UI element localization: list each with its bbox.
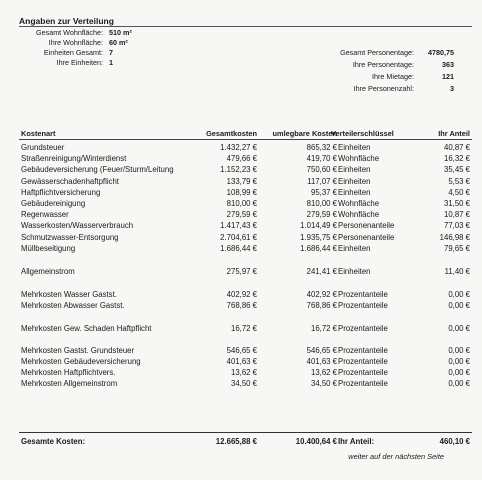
table-row [0, 177, 482, 188]
grand-total-cost: 12.665,88 € [215, 437, 257, 446]
total-cost-cell: 546,65 € [226, 346, 257, 355]
allocable-cost-cell: 750,60 € [306, 165, 337, 174]
info-value: 1 [109, 58, 113, 67]
total-cost-cell: 34,50 € [230, 379, 257, 388]
page-title: Angaben zur Verteilung [19, 16, 114, 26]
table-row [0, 221, 482, 232]
share-cell: 10,87 € [443, 210, 470, 219]
key-cell: Prozentanteile [338, 379, 388, 388]
key-cell: Wohnfläche [338, 210, 380, 219]
key-cell: Personenanteile [338, 221, 395, 230]
total-cost-cell: 2.704,61 € [220, 233, 257, 242]
table-row [0, 188, 482, 199]
cost-type-cell: Straßenreinigung/Winterdienst [21, 154, 127, 163]
cost-type-cell: Grundsteuer [21, 143, 65, 152]
table-row [0, 199, 482, 210]
info-your-units [19, 58, 139, 68]
cost-type-cell: Mehrkosten Wasser Gastst. [21, 290, 117, 299]
total-cost-cell: 13,62 € [230, 368, 257, 377]
table-row [0, 379, 482, 390]
table-row [0, 290, 482, 301]
allocable-cost-cell: 13,62 € [310, 368, 337, 377]
info-label: Gesamt Personentage: [340, 48, 414, 57]
info-value: 7 [109, 48, 113, 57]
share-cell: 5,53 € [448, 177, 470, 186]
cost-type-cell: Mehrkosten Abwasser Gastst. [21, 301, 125, 310]
total-cost-cell: 1.152,23 € [220, 165, 257, 174]
table-row [0, 154, 482, 165]
total-cost-cell: 1.686,44 € [220, 244, 257, 253]
allocable-cost-cell: 95,37 € [310, 188, 337, 197]
cost-type-cell: Schmutzwasser-Entsorgung [21, 233, 119, 242]
key-cell: Prozentanteile [338, 346, 388, 355]
share-cell: 40,87 € [443, 143, 470, 152]
col-header-total: Gesamtkosten [206, 129, 257, 138]
table-row [0, 233, 482, 244]
title-divider [19, 26, 472, 27]
allocable-cost-cell: 1.686,44 € [300, 244, 337, 253]
total-cost-cell: 479,66 € [226, 154, 257, 163]
key-cell: Einheiten [338, 165, 371, 174]
allocable-cost-cell: 1.935,75 € [300, 233, 337, 242]
table-row [0, 324, 482, 335]
cost-type-cell: Gewässerschadenhaftpflicht [21, 177, 119, 186]
total-cost-cell: 810,00 € [226, 199, 257, 208]
cost-type-cell: Haftpflichtversicherung [21, 188, 101, 197]
allocable-cost-cell: 546,65 € [306, 346, 337, 355]
key-cell: Einheiten [338, 143, 371, 152]
total-cost-cell: 16,72 € [230, 324, 257, 333]
cost-type-cell: Wasserkosten/Wasserverbrauch [21, 221, 134, 230]
cost-type-cell: Müllbeseitigung [21, 244, 76, 253]
key-cell: Einheiten [338, 188, 371, 197]
col-header-allocable: umlegbare Kosten [272, 129, 337, 138]
key-cell: Prozentanteile [338, 290, 388, 299]
total-cost-cell: 133,79 € [226, 177, 257, 186]
total-cost-cell: 1.417,43 € [220, 221, 257, 230]
share-cell: 16,32 € [443, 154, 470, 163]
share-cell: 146,98 € [439, 233, 470, 242]
allocable-cost-cell: 865,32 € [306, 143, 337, 152]
info-label: Ihre Personentage: [352, 60, 414, 69]
info-label: Ihre Wohnfläche: [48, 38, 103, 47]
total-cost-cell: 768,86 € [226, 301, 257, 310]
key-cell: Wohnfläche [338, 154, 380, 163]
table-row [0, 357, 482, 368]
info-value: 121 [442, 72, 454, 81]
key-cell: Prozentanteile [338, 301, 388, 310]
total-cost-cell: 108,99 € [226, 188, 257, 197]
cost-type-cell: Mehrkosten Haftpflichtvers. [21, 368, 116, 377]
cost-type-cell: Allgemeinstrom [21, 267, 75, 276]
key-cell: Prozentanteile [338, 357, 388, 366]
info-total-units [19, 48, 139, 58]
table-row [0, 346, 482, 357]
share-cell: 77,03 € [443, 221, 470, 230]
info-label: Ihre Mietage: [372, 72, 414, 81]
key-cell: Prozentanteile [338, 368, 388, 377]
col-header-key: Verteilerschlüssel [331, 129, 394, 138]
allocable-cost-cell: 279,59 € [306, 210, 337, 219]
info-value: 510 m² [109, 28, 132, 37]
share-cell: 0,00 € [448, 357, 470, 366]
grand-total-allocable: 10.400,64 € [295, 437, 337, 446]
info-label: Ihre Einheiten: [56, 58, 103, 67]
key-cell: Personenanteile [338, 233, 395, 242]
share-cell: 0,00 € [448, 379, 470, 388]
cost-type-cell: Mehrkosten Allgemeinstrom [21, 379, 118, 388]
allocable-cost-cell: 402,92 € [306, 290, 337, 299]
share-label: Ihr Anteil: [338, 437, 375, 446]
col-header-cost-type: Kostenart [21, 129, 56, 138]
cost-type-cell: Mehrkosten Gebäudeversicherung [21, 357, 141, 366]
share-cell: 11,40 € [444, 267, 470, 276]
info-value: 60 m² [109, 38, 128, 47]
info-your-person-days [330, 60, 458, 72]
header-divider [19, 139, 472, 140]
total-cost-cell: 401,63 € [226, 357, 257, 366]
share-cell: 0,00 € [448, 346, 470, 355]
allocable-cost-cell: 241,41 € [306, 267, 337, 276]
key-cell: Einheiten [338, 267, 371, 276]
key-cell: Wohnfläche [338, 199, 380, 208]
total-cost-cell: 279,59 € [226, 210, 257, 219]
share-cell: 79,65 € [443, 244, 470, 253]
cost-type-cell: Mehrkosten Gastst. Grundsteuer [21, 346, 135, 355]
allocable-cost-cell: 810,00 € [306, 199, 337, 208]
info-your-person-count [330, 84, 458, 96]
table-row [0, 165, 482, 176]
info-value: 4780,75 [428, 48, 454, 57]
info-total-person-days [330, 48, 458, 60]
cost-type-cell: Mehrkosten Gew. Schaden Haftpflicht [21, 324, 152, 333]
area-info-block [19, 28, 139, 68]
col-header-share: Ihr Anteil [438, 129, 470, 138]
footer-divider [19, 432, 472, 433]
total-label: Gesamte Kosten: [21, 437, 86, 446]
share-cell: 0,00 € [448, 368, 470, 377]
cost-type-cell: Gebäudereinigung [21, 199, 86, 208]
grand-total-share: 460,10 € [439, 437, 470, 446]
info-total-area [19, 28, 139, 38]
share-cell: 4,50 € [448, 188, 470, 197]
cost-type-cell: Gebäudeversicherung (Feuer/Sturm/Leitung [21, 165, 174, 174]
key-cell: Prozentanteile [338, 324, 388, 333]
table-row [0, 143, 482, 154]
info-label: Ihre Personenzahl: [353, 84, 414, 93]
total-cost-cell: 275,97 € [226, 267, 257, 276]
info-your-rent-days [330, 72, 458, 84]
share-cell: 0,00 € [448, 324, 470, 333]
key-cell: Einheiten [338, 177, 371, 186]
total-cost-cell: 402,92 € [226, 290, 257, 299]
info-value: 3 [450, 84, 454, 93]
share-cell: 0,00 € [448, 301, 470, 310]
allocable-cost-cell: 419,70 € [306, 154, 337, 163]
table-row [0, 210, 482, 221]
table-row [0, 368, 482, 379]
allocable-cost-cell: 34,50 € [310, 379, 337, 388]
key-cell: Einheiten [338, 244, 371, 253]
continued-note: weiter auf der nächsten Seite [348, 452, 444, 461]
allocable-cost-cell: 401,63 € [306, 357, 337, 366]
person-info-block [330, 48, 458, 96]
info-value: 363 [442, 60, 454, 69]
info-label: Einheiten Gesamt: [43, 48, 103, 57]
share-cell: 35,45 € [443, 165, 470, 174]
total-cost-cell: 1.432,27 € [220, 143, 257, 152]
info-your-area [19, 38, 139, 48]
table-row [0, 244, 482, 255]
share-cell: 0,00 € [448, 290, 470, 299]
share-cell: 31,50 € [443, 199, 470, 208]
allocable-cost-cell: 1.014,49 € [300, 221, 337, 230]
table-row [0, 267, 482, 278]
info-label: Gesamt Wohnfläche: [36, 28, 103, 37]
cost-type-cell: Regenwasser [21, 210, 69, 219]
allocable-cost-cell: 117,07 € [307, 177, 337, 186]
table-row [0, 301, 482, 312]
allocable-cost-cell: 16,72 € [310, 324, 337, 333]
allocable-cost-cell: 768,86 € [306, 301, 337, 310]
